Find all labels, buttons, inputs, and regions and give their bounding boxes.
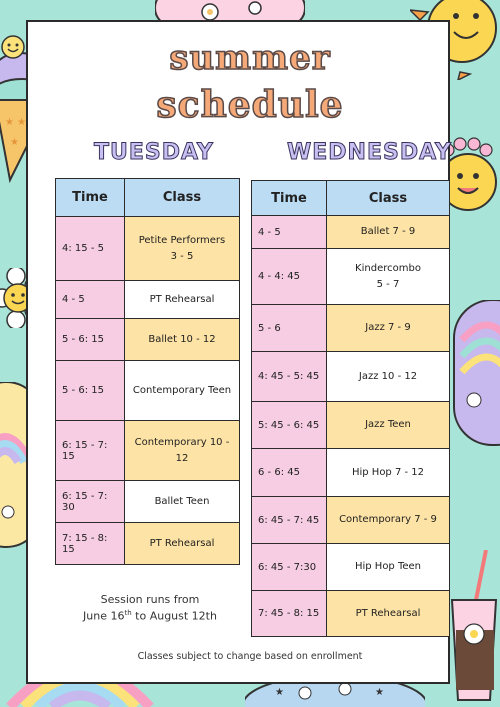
wednesday-schedule-table [251, 180, 450, 637]
table-row [56, 523, 240, 565]
class-cell [327, 216, 450, 249]
svg-text:★: ★ [275, 687, 284, 698]
rainbow-popsicle-icon [448, 300, 500, 450]
class-name: Jazz 10 - 12 [358, 370, 418, 382]
class-cell [327, 544, 450, 591]
class-cell [125, 319, 240, 361]
class-name: PT Rehearsal [149, 293, 215, 305]
table-row [56, 421, 240, 481]
session-start: June 16 [83, 609, 125, 623]
page-title-line2: schedule [156, 84, 344, 126]
class-name: Hip Hop Teen [354, 561, 422, 572]
class-cell [125, 421, 240, 481]
class-age-range: 3 - 5 [170, 250, 194, 262]
class-cell [125, 361, 240, 421]
class-cell [327, 449, 450, 497]
time-cell: 6 - 6: 45 [252, 449, 327, 497]
class-cell [327, 249, 450, 305]
class-name: Contemporary 7 - 9 [339, 514, 437, 525]
time-cell: 4: 15 - 5 [56, 217, 125, 281]
table-row [56, 319, 240, 361]
class-cell [327, 305, 450, 352]
class-name: PT Rehearsal [149, 537, 215, 549]
class-cell [327, 497, 450, 544]
table-row [56, 281, 240, 319]
time-cell: 6: 15 - 7: 15 [56, 421, 125, 481]
class-name: PT Rehearsal [355, 607, 421, 619]
wednesday-heading: WEDNESDAY [287, 140, 452, 165]
page-title-line1: summer [169, 38, 331, 78]
class-name: Contemporary Teen [132, 384, 232, 396]
table-row [252, 305, 450, 352]
time-cell: 5: 45 - 6: 45 [252, 402, 327, 449]
session-end: to August 12th [131, 609, 217, 623]
class-cell [327, 402, 450, 449]
class-cell [125, 281, 240, 319]
svg-text:★: ★ [10, 137, 19, 148]
time-cell: 6: 45 - 7:30 [252, 544, 327, 591]
table-row [56, 217, 240, 281]
session-dates-note [60, 592, 240, 625]
disclaimer-text: Classes subject to change based on enrollment [137, 651, 363, 662]
class-name: Kindercombo [355, 262, 421, 274]
drink-cup-icon [446, 550, 500, 707]
class-cell [125, 523, 240, 565]
class-column-header: Class [327, 181, 450, 216]
class-name: Jazz 7 - 9 [365, 322, 411, 333]
session-start-suffix: th [124, 608, 132, 617]
class-name: Ballet 10 - 12 [148, 333, 216, 345]
table-row [252, 544, 450, 591]
table-row [252, 216, 450, 249]
time-cell: 6: 15 - 7: 30 [56, 481, 125, 523]
time-cell: 4 - 4: 45 [252, 249, 327, 305]
time-cell: 4: 45 - 5: 45 [252, 352, 327, 402]
class-name: Hip Hop 7 - 12 [351, 466, 425, 478]
time-cell: 6: 45 - 7: 45 [252, 497, 327, 544]
svg-text:★ ★: ★ ★ [5, 117, 27, 128]
time-column-header: Time [252, 181, 327, 216]
table-row [252, 497, 450, 544]
class-cell [327, 591, 450, 637]
table-row [252, 449, 450, 497]
table-row [252, 352, 450, 402]
class-name: Ballet Teen [154, 495, 210, 507]
time-cell: 4 - 5 [56, 281, 125, 319]
svg-text:★: ★ [375, 687, 384, 698]
time-cell: 5 - 6: 15 [56, 361, 125, 421]
time-cell: 7: 15 - 8: 15 [56, 523, 125, 565]
class-name: Contemporary 10 - 12 [134, 436, 230, 464]
time-column-header: Time [56, 179, 125, 217]
time-cell: 5 - 6 [252, 305, 327, 352]
class-cell [125, 217, 240, 281]
session-line1: Session runs from [100, 593, 200, 606]
class-column-header: Class [125, 179, 240, 217]
class-name: Ballet 7 - 9 [360, 226, 416, 237]
tuesday-schedule-table [55, 178, 240, 565]
class-cell [125, 481, 240, 523]
tuesday-heading: TUESDAY [94, 140, 214, 165]
class-age-range: 5 - 7 [376, 278, 400, 290]
table-row [252, 402, 450, 449]
class-name: Petite Performers [138, 234, 226, 246]
time-cell: 5 - 6: 15 [56, 319, 125, 361]
class-name: Jazz Teen [365, 419, 411, 430]
class-cell [327, 352, 450, 402]
table-row [56, 481, 240, 523]
table-row [56, 361, 240, 421]
table-row [252, 591, 450, 637]
time-cell: 7: 45 - 8: 15 [252, 591, 327, 637]
time-cell: 4 - 5 [252, 216, 327, 249]
table-row [252, 249, 450, 305]
